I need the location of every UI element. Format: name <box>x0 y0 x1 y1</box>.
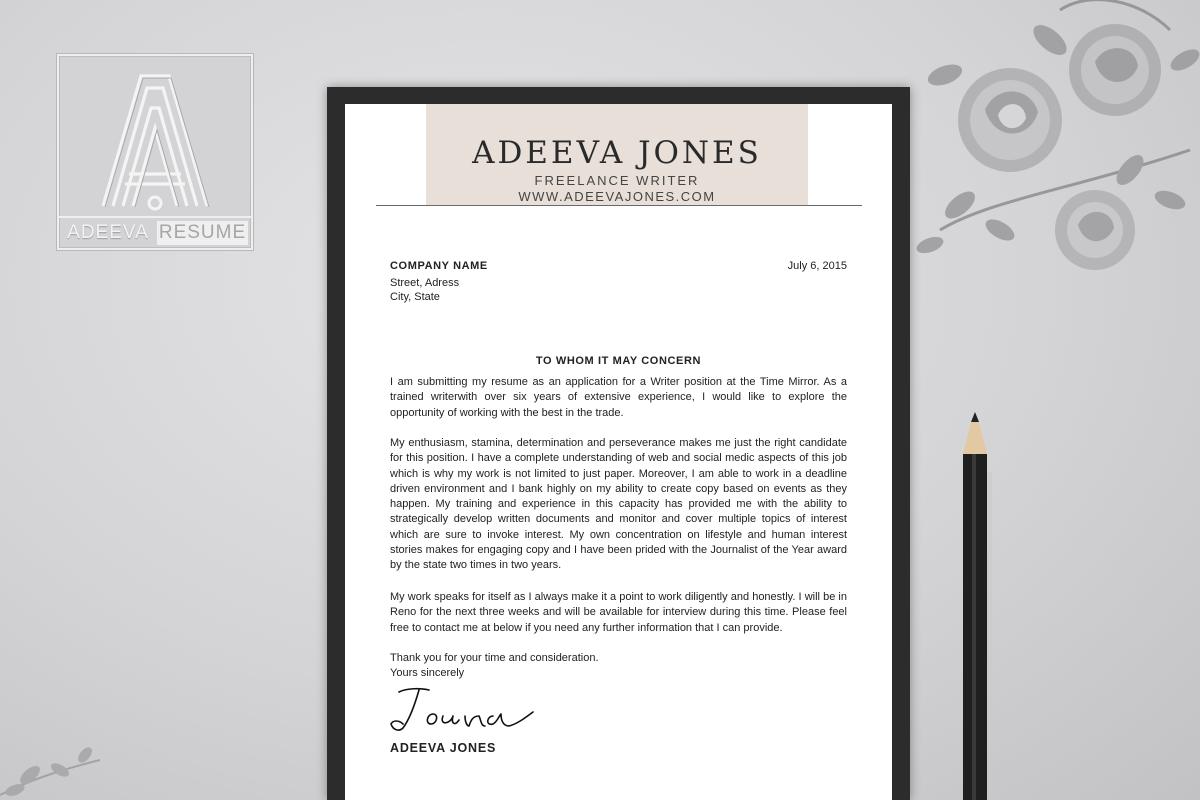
letter-paragraph: My enthusiasm, stamina, determination and perseverance makes me just the right candidate for this position. I have a complete understanding of web and social medic aspects of this job which is why my work is not limited to just paper. Moreover, I am able to work in a deadline driven environment and I bank highly on my ability to create copy based on events as they happen. My training and experience in this capacity has provided me with the ability to strategically develop written documents and monitor and cover multiple topics of interest which are sure to invoke interest. My own concentration on lifestyle and human interest stories makes for engaging copy and I have been prided with the Journalist of the Year award by the state two times in two years. <box>390 437 847 572</box>
letter-closing <box>390 651 847 682</box>
document-frame <box>327 87 910 800</box>
salutation: TO WHOM IT MAY CONCERN <box>535 355 702 367</box>
rose-flowers-icon <box>900 0 1200 320</box>
letter-date: July 6, 2015 <box>787 260 847 272</box>
brand-logo-badge <box>57 54 253 250</box>
pencil-icon <box>958 412 992 800</box>
applicant-title: FREELANCE WRITER <box>534 173 700 188</box>
handwritten-signature <box>385 686 545 736</box>
address-line: Street, Adress <box>390 277 460 289</box>
leaf-sprig-icon <box>0 740 110 800</box>
logo-word-adeeva: ADEEVA <box>67 222 149 243</box>
address-line: City, State <box>390 291 440 303</box>
closing-line: Thank you for your time and consideration. <box>390 652 599 664</box>
cover-letter-page <box>345 104 892 800</box>
applicant-website: WWW.ADEEVAJONES.COM <box>518 189 716 204</box>
signer-name: ADEEVA JONES <box>390 741 497 755</box>
applicant-name: ADEEVA JONES <box>472 135 762 171</box>
recipient-company: COMPANY NAME <box>390 260 488 272</box>
logo-footer <box>59 216 251 248</box>
letter-paragraph: My work speaks for itself as I always make it a point to work diligently and honestly. I will be in Reno for the next three weeks and will be available for interview during this time. Please feel free to contact me at below if you need any further information that I can provide. <box>390 591 847 634</box>
recipient-address <box>390 276 459 304</box>
letter-paragraph: I am submitting my resume as an application for a Writer position at the Time Mirror. As a trained writerwith over six years of extensive experience, I would like to explore the opportunity of working with the best in the trade. <box>390 376 847 419</box>
letter-a-monogram-icon <box>59 56 251 218</box>
header-banner <box>426 104 808 205</box>
logo-word-resume: RESUME <box>158 222 247 243</box>
header-divider <box>376 205 862 206</box>
closing-line: Yours sincerely <box>390 667 465 680</box>
